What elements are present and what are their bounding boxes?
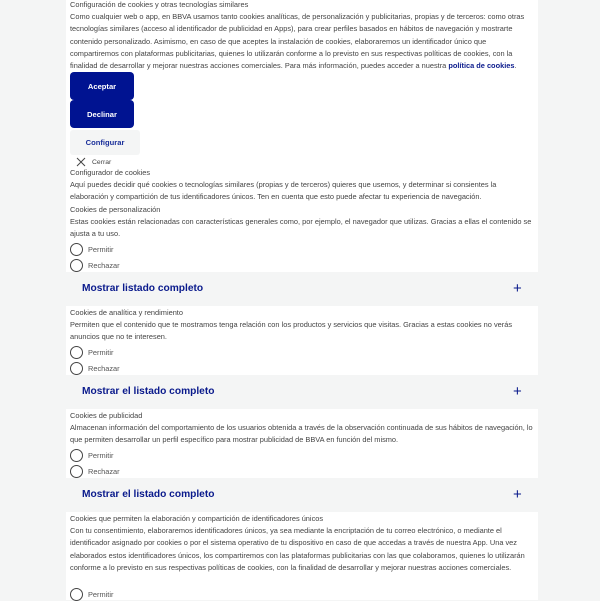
plus-icon: + (513, 280, 522, 297)
close-label: Cerrar (92, 158, 112, 166)
section-title: Cookies de analítica y rendimiento (70, 308, 183, 317)
configurator-title: Configurador de cookies (70, 168, 151, 177)
radio-reject-advertising[interactable]: Rechazar (70, 464, 120, 478)
radio-reject-personalization[interactable]: Rechazar (70, 258, 120, 272)
configure-button[interactable]: Configurar (70, 130, 140, 155)
configurator-text: Aquí puedes decidir qué cookies o tecnologías similares (propias y de terceros) quieres que usemos, y determinar si consientes la elaboración y compartición de tus identificadores únicos. Ten en cuenta que esto puede afectar tu experiencia de navegación. (70, 180, 497, 202)
radio-circle[interactable] (70, 449, 83, 462)
radio-allow-unique-ids[interactable]: Permitir (70, 587, 113, 601)
intro (70, 0, 536, 72)
radio-circle[interactable] (70, 259, 83, 272)
section-title: Cookies de publicidad (70, 411, 143, 420)
radio-reject-analytics[interactable]: Rechazar (70, 361, 120, 375)
radio-circle[interactable] (70, 465, 83, 478)
accept-button[interactable]: Aceptar (70, 72, 134, 100)
section-text: Almacenan información del comportamiento de los usuarios obtenida a través de la observación continuada de sus hábitos de navegación, lo que permiten desarrollar un perfil específico para mostrar publicidad de BBVA en función del mismo. (70, 423, 533, 445)
expand-list-analytics[interactable]: Mostrar el listado completo + (0, 375, 600, 409)
section-text: Permiten que el contenido que te mostramos tenga relación con los productos y servicios que visitas. Gracias a estas cookies no verás anuncios que no te interesen. (70, 320, 513, 342)
intro-title: Configuración de cookies y otras tecnologías similares (70, 0, 249, 9)
section-unique-ids (70, 513, 536, 574)
radio-circle[interactable] (70, 588, 83, 601)
radio-circle[interactable] (70, 243, 83, 256)
decline-button[interactable]: Declinar (70, 100, 134, 128)
section-text: Estas cookies están relacionadas con características generales como, por ejemplo, el navegador que utilizas. Gracias a ellas el contenido se ajusta a tu uso. (70, 216, 532, 239)
cookie-policy-link[interactable]: política de cookies (448, 61, 515, 71)
section-analytics (70, 307, 536, 344)
close-icon (76, 157, 86, 167)
radio-allow-advertising[interactable]: Permitir (70, 448, 113, 462)
intro-text: Como cualquier web o app, en BBVA usamos tanto cookies analíticas, de personalización y publicitarias, propias y de terceros: como otras tecnologías similares (acceso al identificador de publicidad en Apps), para crear perfiles basados en hábitos de navegación y mostrarte contenido personalizado. Asimismo, en caso de que aceptes la instalación de cookies, elaboraremos un identificador único que compartiremos con plataformas publicitarias, quienes lo utilizarán conforme a lo previsto en sus respectivas políticas de cookies, con la finalidad de desarrollar y mejorar nuestras acciones comerciales. Para más información, puedes acceder a nuestra política de cookies. (70, 12, 525, 71)
plus-icon: + (513, 486, 522, 503)
expand-list-personalization[interactable]: Mostrar listado completo + (0, 272, 600, 306)
section-title: Cookies de personalización (70, 204, 161, 214)
plus-icon: + (513, 383, 522, 400)
radio-allow-personalization[interactable]: Permitir (70, 242, 113, 256)
section-text: Con tu consentimiento, elaboraremos identificadores únicos, ya sea mediante la encriptación de tu correo electrónico, o mediante el identificador asignado por cookies o por el sistema operativo de tu dispositivo en caso de que accedas a través de nuestra App. Una vez elaborados estos identificadores únicos, los compartiremos con las plataformas publicitarias con las que colaboramos, quienes lo utilizarán conforme a lo previsto en sus respectivas políticas de cookies, con la finalidad de desarrollar y mejorar nuestras acciones comerciales. (70, 526, 525, 572)
radio-allow-analytics[interactable]: Permitir (70, 345, 113, 359)
expand-list-advertising[interactable]: Mostrar el listado completo + (0, 478, 600, 512)
radio-circle[interactable] (70, 346, 83, 359)
section-title: Cookies que permiten la elaboración y compartición de identificadores únicos (70, 514, 324, 523)
configurator (70, 167, 536, 240)
radio-circle[interactable] (70, 362, 83, 375)
section-advertising (70, 410, 536, 447)
